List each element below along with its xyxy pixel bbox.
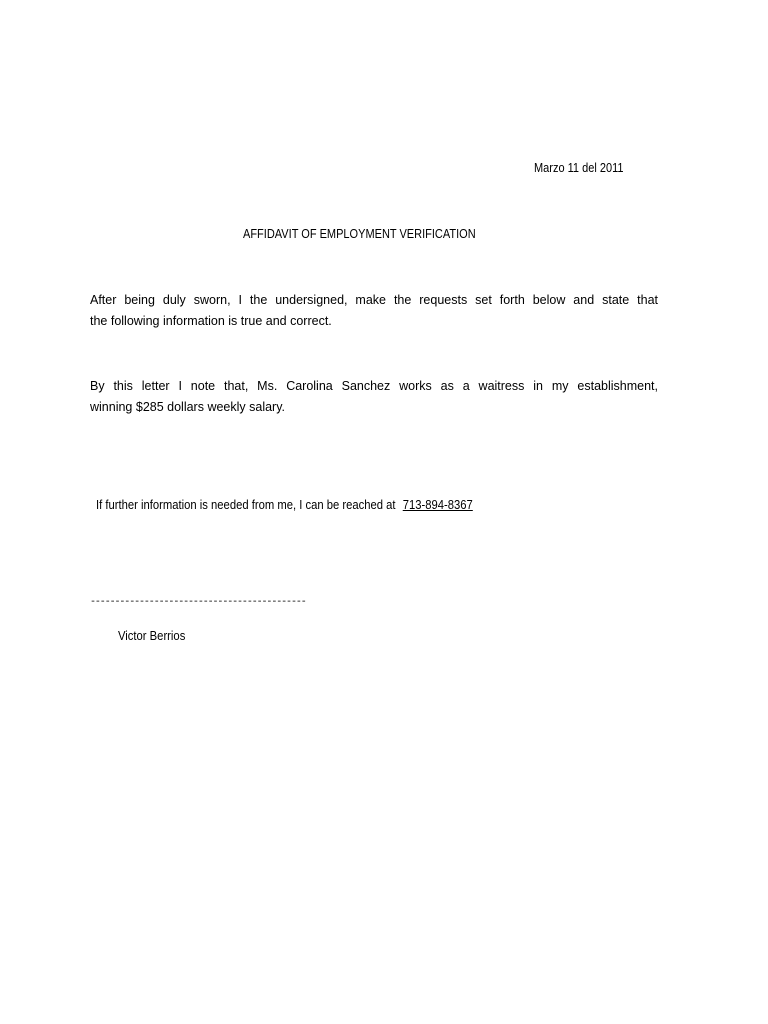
paragraph-line: After being duly sworn, I the undersigned, make the requests set forth below and state that xyxy=(90,293,658,307)
paragraph-line: By this letter I note that, Ms. Carolina Sanchez works as a waitress in my establishment, xyxy=(90,379,658,393)
contact-text: If further information is needed from me, I can be reached at xyxy=(96,498,396,512)
employment-paragraph xyxy=(90,376,658,418)
letter-date: Marzo 11 del 2011 xyxy=(534,161,624,175)
contact-paragraph xyxy=(96,495,473,515)
phone-number: 713-894-8367 xyxy=(402,498,473,512)
paragraph-line: winning $285 dollars weekly salary. xyxy=(90,400,286,414)
document-title: AFFIDAVIT OF EMPLOYMENT VERIFICATION xyxy=(243,227,476,241)
signer-name: Victor Berrios xyxy=(118,629,186,643)
sworn-statement-paragraph xyxy=(90,290,658,332)
signature-line: -------------------------------------------- xyxy=(90,597,306,608)
paragraph-line: the following information is true and correct. xyxy=(90,314,332,328)
